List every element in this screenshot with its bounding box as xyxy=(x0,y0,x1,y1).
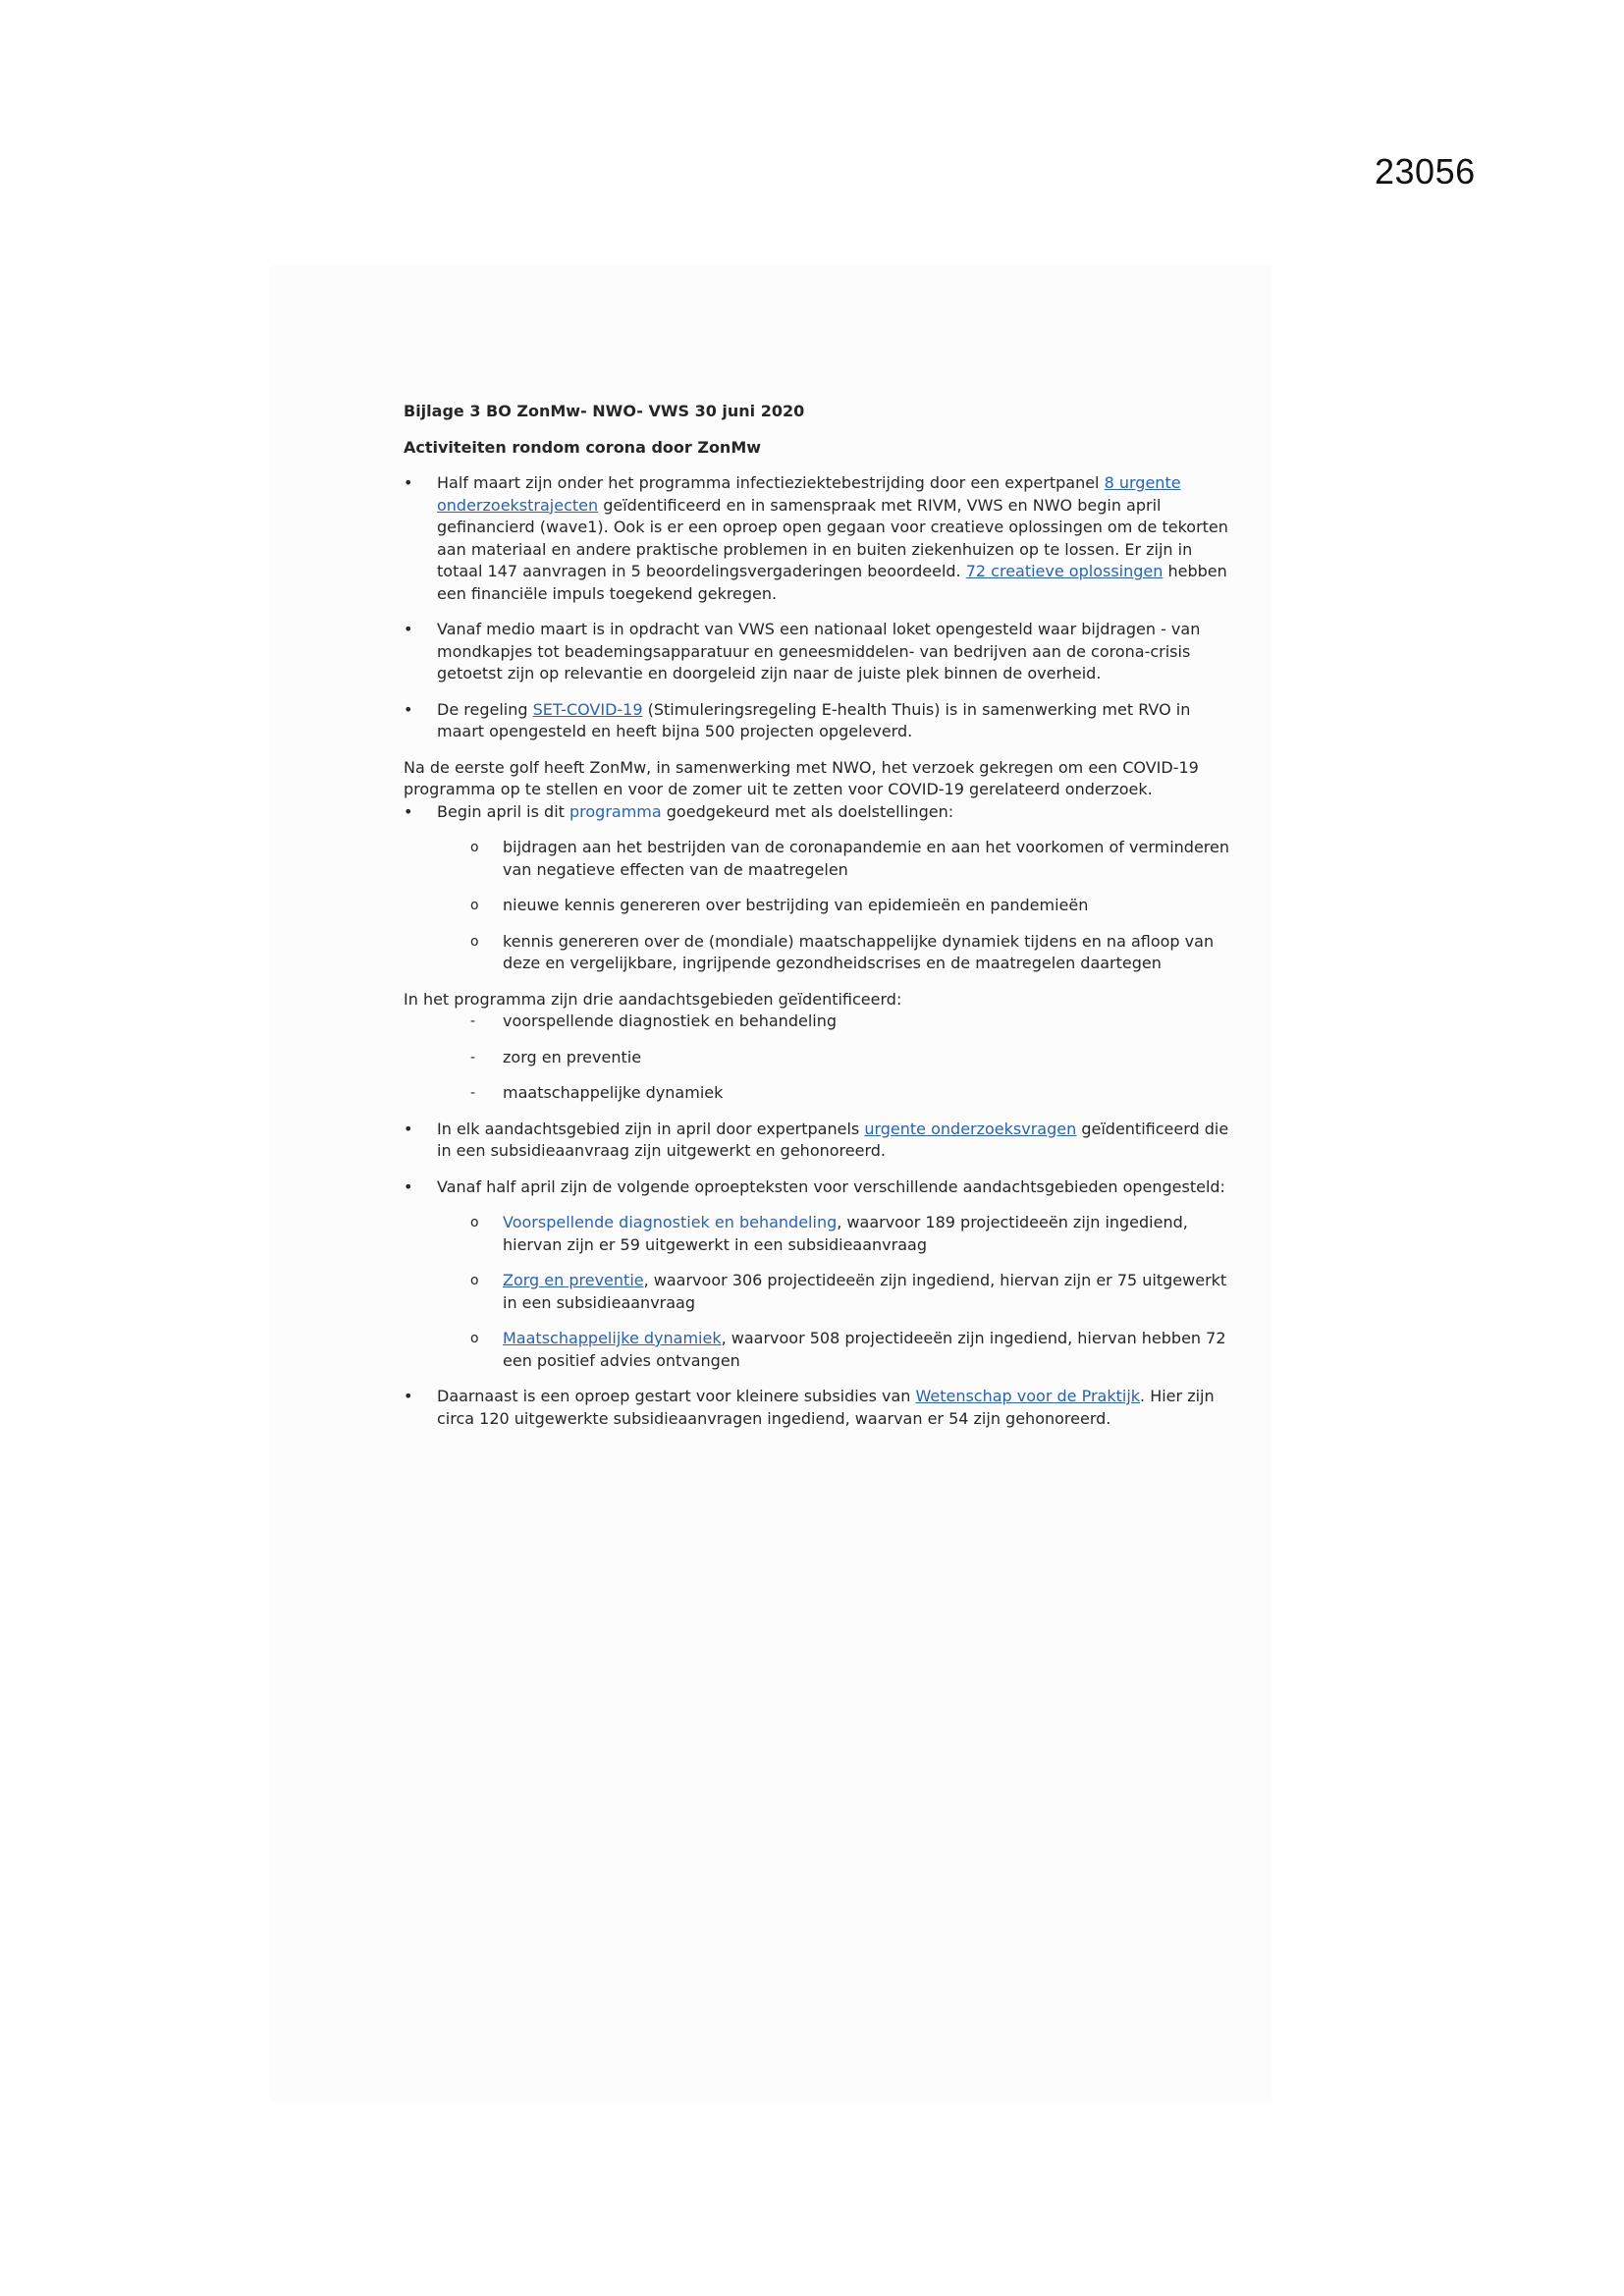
link-programma[interactable]: programma xyxy=(569,801,662,821)
document-number: 23056 xyxy=(1375,151,1476,191)
circle-marker: o xyxy=(470,898,479,913)
link-urgente-onderzoekstrajecten[interactable]: 8 urgente onderzoekstrajecten xyxy=(437,473,1181,515)
bullet-item-oproepteksten xyxy=(404,1176,1238,1199)
goal-item xyxy=(404,895,1238,917)
bullet-text: Vanaf medio maart is in opdracht van VWS een nationaal loket opengesteld waar bijdragen - van mondkapjes tot beademingsapparatuur en geneesmiddelen- van bedrijven aan de corona-crisis getoetst zijn op relevantie en doorgeleid zijn naar de juiste plek binnen de overheid. xyxy=(437,620,1201,683)
call-item xyxy=(404,1270,1238,1314)
link-creatieve-oplossingen[interactable]: 72 creatieve oplossingen xyxy=(965,562,1164,580)
bullet-marker: • xyxy=(404,1176,413,1196)
bullet-item-wave1 xyxy=(404,472,1238,605)
bullet-text: (Stimuleringsregeling E-health Thuis) is in samenwerking met RVO in maart opengesteld en heeft bijna 500 projecten opgeleverd. xyxy=(437,699,1191,740)
bullet-text: geïdentificeerd en in samenspraak met RIVM, VWS en NWO begin april gefinancierd (wave1). Ook is er een oproep open gegaan voor creatieve oplossingen om de tekorten aan materiaal en andere praktische problemen in en buiten ziekenhuizen op te lossen. Er zijn in totaal 147 aanvragen in 5 beoordelingsvergaderingen beoordeeld. xyxy=(437,495,1228,580)
bullet-marker: • xyxy=(404,801,413,821)
call-text: , waarvoor 306 projectideeën zijn ingediend, hiervan zijn er 75 uitgewerkt in een subsidieaanvraag xyxy=(503,1271,1227,1312)
link-zorg-en-preventie[interactable]: Zorg en preventie xyxy=(503,1271,644,1289)
link-voorspellende-diagnostiek[interactable]: Voorspellende diagnostiek en behandeling xyxy=(503,1213,838,1231)
area-text: voorspellende diagnostiek en behandeling xyxy=(503,1011,838,1030)
goal-text: bijdragen aan het bestrijden van de coronapandemie en aan het voorkomen of verminderen van negatieve effecten van de maatregelen xyxy=(503,838,1230,879)
dash-marker: - xyxy=(470,1013,476,1029)
bullet-marker: • xyxy=(404,620,413,638)
call-item xyxy=(404,1212,1238,1256)
bullet-item-wetenschap-praktijk xyxy=(404,1386,1238,1430)
circle-marker: o xyxy=(470,1215,479,1230)
bullet-text: goedgekeurd met als doelstellingen: xyxy=(661,801,954,821)
bullet-item-set-covid xyxy=(404,699,1238,743)
bullet-item-loket xyxy=(404,619,1238,685)
document-body xyxy=(404,401,1238,1444)
link-urgente-onderzoeksvragen[interactable]: urgente onderzoeksvragen xyxy=(864,1119,1077,1138)
bullet-item-onderzoeksvragen xyxy=(404,1119,1238,1163)
circle-marker: o xyxy=(470,933,479,950)
area-text: zorg en preventie xyxy=(503,1047,642,1066)
bullet-item-programma xyxy=(404,801,1238,824)
bullet-marker: • xyxy=(404,473,413,492)
circle-marker: o xyxy=(470,1273,479,1288)
area-item xyxy=(404,1082,1238,1105)
bullet-text: Vanaf half april zijn de volgende oproepteksten voor verschillende aandachtsgebieden opengesteld: xyxy=(437,1176,1225,1196)
dash-marker: - xyxy=(470,1049,476,1066)
dash-marker: - xyxy=(470,1085,476,1101)
link-maatschappelijke-dynamiek[interactable]: Maatschappelijke dynamiek xyxy=(503,1329,722,1347)
area-item xyxy=(404,1047,1238,1069)
circle-marker: o xyxy=(470,840,479,855)
goal-text: nieuwe kennis genereren over bestrijding van epidemieën en pandemieën xyxy=(503,896,1089,914)
bullet-text: geïdentificeerd die in een subsidieaanvraag zijn uitgewerkt en gehonoreerd. xyxy=(437,1119,1229,1160)
area-text: maatschappelijke dynamiek xyxy=(503,1083,724,1102)
document-title: Bijlage 3 BO ZonMw- NWO- VWS 30 juni 2020 xyxy=(404,402,805,420)
call-item xyxy=(404,1328,1238,1372)
bullet-text: Begin april is dit xyxy=(437,801,569,821)
goal-item xyxy=(404,837,1238,881)
bullet-text: Half maart zijn onder het programma infectieziektebestrijding door een expertpanel xyxy=(437,473,1105,492)
section-heading: Activiteiten rondom corona door ZonMw xyxy=(404,438,762,457)
link-wetenschap-voor-de-praktijk[interactable]: Wetenschap voor de Praktijk xyxy=(915,1387,1141,1405)
bullet-text: . Hier zijn circa 120 uitgewerkte subsidieaanvragen ingediend, waarvan er 54 zijn gehonoreerd. xyxy=(437,1387,1215,1428)
bullet-marker: • xyxy=(404,1119,413,1138)
circle-marker: o xyxy=(470,1331,479,1346)
paragraph-aandachtsgebieden: In het programma zijn drie aandachtsgebieden geïdentificeerd: xyxy=(404,989,902,1009)
call-text: , waarvoor 189 projectideeën zijn ingediend, hiervan zijn er 59 uitgewerkt in een subsidieaanvraag xyxy=(503,1213,1188,1254)
bullet-marker: • xyxy=(404,1387,413,1405)
bullet-text: hebben een financiële impuls toegekend gekregen. xyxy=(437,562,1227,603)
bullet-text: In elk aandachtsgebied zijn in april door expertpanels xyxy=(437,1119,865,1138)
link-set-covid-19[interactable]: SET-COVID-19 xyxy=(532,699,643,719)
paragraph-eerste-golf: Na de eerste golf heeft ZonMw, in samenwerking met NWO, het verzoek gekregen om een COVID-19 programma op te stellen en voor de zomer uit te zetten voor COVID-19 gerelateerd onderzoek. xyxy=(404,757,1199,798)
call-text: , waarvoor 508 projectideeën zijn ingediend, hiervan hebben 72 een positief advies ontvangen xyxy=(503,1329,1226,1370)
goal-text: kennis genereren over de (mondiale) maatschappelijke dynamiek tijdens en na afloop van deze en vergelijkbare, ingrijpende gezondheidscrises en de maatregelen daartegen xyxy=(503,931,1215,972)
bullet-text: Daarnaast is een oproep gestart voor kleinere subsidies van xyxy=(437,1387,916,1405)
bullet-text: De regeling xyxy=(437,699,533,719)
bullet-marker: • xyxy=(404,699,413,719)
goal-item xyxy=(404,931,1238,975)
area-item xyxy=(404,1011,1238,1033)
